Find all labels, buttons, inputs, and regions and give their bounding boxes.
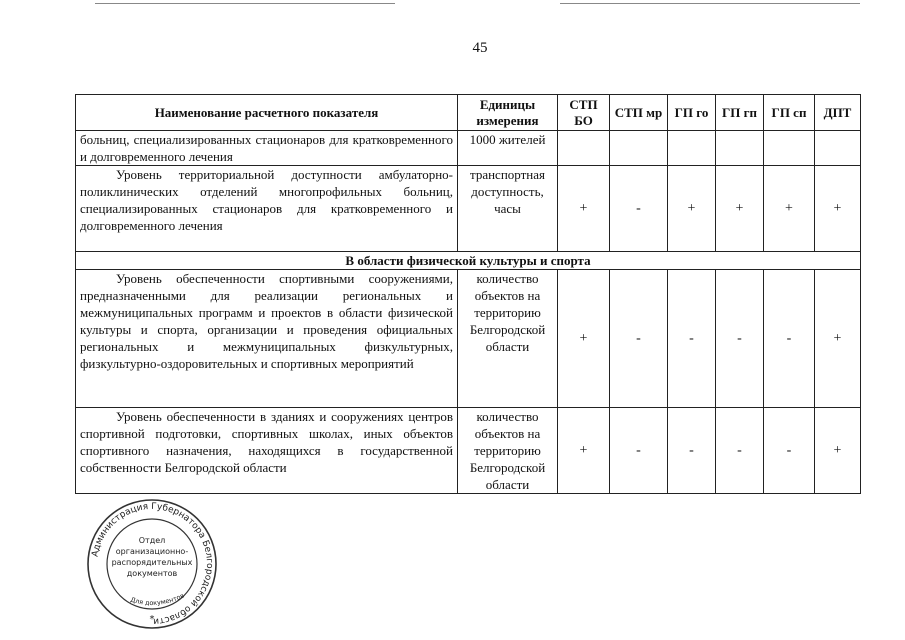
table-row <box>76 408 861 494</box>
row-units: количество объектов на территорию Белгородской области <box>458 408 558 494</box>
row-mark: + <box>815 408 861 494</box>
section-title: В области физической культуры и спорта <box>76 252 861 270</box>
row-mark: - <box>610 166 668 252</box>
row-mark: + <box>815 166 861 252</box>
stamp-line-3: распорядительных <box>111 558 193 567</box>
row-mark <box>610 131 668 166</box>
row-mark: + <box>558 166 610 252</box>
row-mark: + <box>716 166 764 252</box>
stamp-line-4: документов <box>126 569 178 578</box>
indicators-table <box>75 94 861 494</box>
header-gp-go: ГП го <box>668 95 716 131</box>
row-description <box>76 408 458 494</box>
row-mark: - <box>610 270 668 408</box>
header-stp-mr: СТП мр <box>610 95 668 131</box>
header-gp-gp: ГП гп <box>716 95 764 131</box>
row-description-text: Уровень территориальной доступности амбулаторно-поликлинических отделений многопрофильных больниц, специализированных стационаров для кратковременного и долговременного лечения <box>80 167 453 233</box>
row-description: больниц, специализированных стационаров для кратковременного и долговременного лечения <box>76 131 458 166</box>
row-mark: + <box>815 270 861 408</box>
stamp-bottom-text <box>129 591 185 607</box>
table-row <box>76 131 861 166</box>
row-mark: - <box>716 408 764 494</box>
row-units: количество объектов на территорию Белгородской области <box>458 270 558 408</box>
official-stamp <box>86 498 218 630</box>
table-row <box>76 166 861 252</box>
row-mark: - <box>668 270 716 408</box>
row-mark <box>668 131 716 166</box>
row-description <box>76 166 458 252</box>
stamp-outer-textpath: Администрация Губернатора Белгородской области <box>90 501 215 627</box>
stamp-star: * <box>149 614 155 625</box>
row-mark: + <box>558 270 610 408</box>
page-number: 45 <box>472 40 488 56</box>
row-mark: - <box>610 408 668 494</box>
row-mark: + <box>764 166 815 252</box>
row-mark <box>716 131 764 166</box>
table-row <box>76 270 861 408</box>
row-mark <box>764 131 815 166</box>
row-mark <box>558 131 610 166</box>
header-units: Единицы измерения <box>458 95 558 131</box>
stamp-line-1: Отдел <box>138 536 166 545</box>
row-mark: + <box>558 408 610 494</box>
row-description-text: Уровень обеспеченности спортивными сооружениями, предназначенными для реализации региональных и межмуниципальных программ и проектов в области физической культуры и спорта, организации и проведения официальных региональных и межмуниципальных физкультурных, физкультурно-оздоровительных и спортивных мероприятий <box>80 271 453 371</box>
top-border-line <box>0 2 905 6</box>
header-row <box>76 95 861 131</box>
row-mark: + <box>668 166 716 252</box>
row-mark: - <box>716 270 764 408</box>
header-stp-bo: СТП БО <box>558 95 610 131</box>
row-mark: - <box>764 408 815 494</box>
header-name: Наименование расчетного показателя <box>76 95 458 131</box>
row-units: 1000 жителей <box>458 131 558 166</box>
row-mark: - <box>668 408 716 494</box>
row-units: транспортная доступность, часы <box>458 166 558 252</box>
row-mark <box>815 131 861 166</box>
stamp-line-2: организационно- <box>115 547 189 556</box>
row-description-text: Уровень обеспеченности в зданиях и сооружениях центров спортивной подготовки, спортивных школах, иных объектов спортивного назначения, находящихся в государственной собственности Белгородской области <box>80 409 453 475</box>
section-row <box>76 252 861 270</box>
header-gp-sp: ГП сп <box>764 95 815 131</box>
row-mark: - <box>764 270 815 408</box>
row-description <box>76 270 458 408</box>
stamp-bottom-textpath: Для документов <box>129 591 186 608</box>
header-dpt: ДПТ <box>815 95 861 131</box>
